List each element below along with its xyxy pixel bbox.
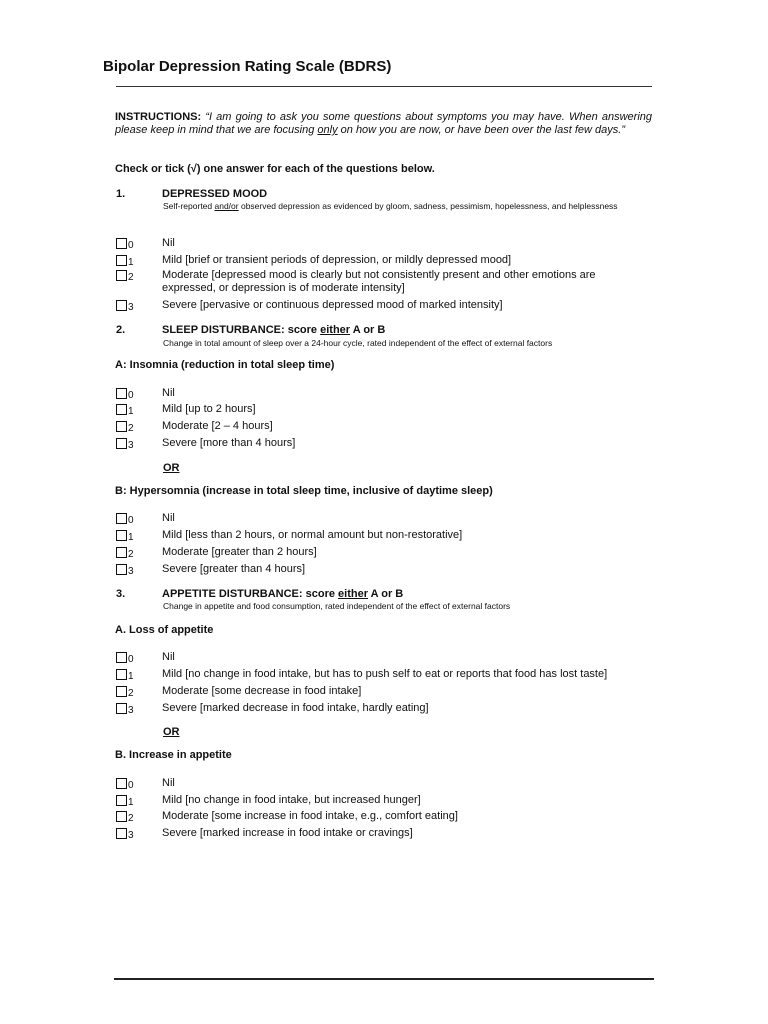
q3-number: 3.: [116, 588, 126, 600]
option-text: Severe [greater than 4 hours]: [162, 563, 306, 575]
option-score: 0: [128, 515, 134, 526]
q3-title-emphasis: either: [338, 588, 368, 600]
option-score: 2: [128, 813, 134, 824]
q1-desc-2: observed depression as evidenced by gloom, sadness, pessimism, hopelessness, and helplessness: [238, 201, 618, 211]
checkbox[interactable]: [116, 530, 127, 541]
option-score: 1: [128, 532, 134, 543]
checkbox[interactable]: [116, 652, 127, 663]
option-text: Mild [no change in food intake, but has to push self to eat or reports that food has lost taste]: [162, 668, 608, 680]
instructions-label: INSTRUCTIONS:: [115, 111, 202, 123]
q2-b-title: B: Hypersomnia (increase in total sleep time, inclusive of daytime sleep): [115, 485, 493, 497]
q2-title-1: SLEEP DISTURBANCE: score: [162, 324, 321, 336]
option-text: Moderate [greater than 2 hours]: [162, 546, 317, 558]
option-text: Nil: [162, 512, 175, 524]
q1-desc-1: Self-reported: [163, 201, 215, 211]
option-text: Severe [marked decrease in food intake, hardly eating]: [162, 702, 429, 714]
option-text: Severe [marked increase in food intake or cravings]: [162, 827, 413, 839]
checkbox[interactable]: [116, 421, 127, 432]
q1-desc-emphasis: and/or: [214, 201, 239, 211]
check-instruction: Check or tick (√) one answer for each of the questions below.: [115, 163, 435, 175]
option-score: 1: [128, 797, 134, 808]
checkbox[interactable]: [116, 703, 127, 714]
option-text: Mild [less than 2 hours, or normal amount but non-restorative]: [162, 529, 463, 541]
checkbox[interactable]: [116, 438, 127, 449]
option-text: Mild [brief or transient periods of depression, or mildly depressed mood]: [162, 254, 512, 266]
option-text: Mild [up to 2 hours]: [162, 403, 256, 415]
checkbox[interactable]: [116, 270, 127, 281]
checkbox[interactable]: [116, 238, 127, 249]
option-score: 2: [128, 272, 134, 283]
q3-b-title: B. Increase in appetite: [115, 749, 232, 761]
option-score: 2: [128, 688, 134, 699]
instructions: [115, 111, 652, 137]
option-text: Moderate [2 – 4 hours]: [162, 420, 273, 432]
option-score: 0: [128, 780, 134, 791]
checkbox[interactable]: [116, 811, 127, 822]
option-text: Nil: [162, 651, 175, 663]
q1-number: 1.: [116, 188, 126, 200]
q3-description: Change in appetite and food consumption, rated independent of the effect of external factors: [163, 601, 511, 611]
instructions-emphasis: only: [317, 124, 338, 136]
option-score: 3: [128, 302, 134, 313]
instructions-text-1: “I am going to ask you some questions about symptoms you may have. When answering please keep in mind that we are focusing: [115, 111, 652, 136]
q3-or: OR: [163, 726, 180, 738]
option-text: Moderate [some increase in food intake, e.g., comfort eating]: [162, 810, 458, 822]
option-score: 0: [128, 390, 134, 401]
q1-title: DEPRESSED MOOD: [162, 188, 268, 200]
checkbox[interactable]: [116, 778, 127, 789]
option-score: 3: [128, 440, 134, 451]
checkbox[interactable]: [116, 547, 127, 558]
option-text: Severe [pervasive or continuous depressed mood of marked intensity]: [162, 299, 503, 311]
checkbox[interactable]: [116, 669, 127, 680]
option-text: Moderate [some decrease in food intake]: [162, 685, 362, 697]
checkbox[interactable]: [116, 388, 127, 399]
checkbox[interactable]: [116, 564, 127, 575]
q1-description: [163, 201, 652, 212]
q2-a-title: A: Insomnia (reduction in total sleep time): [115, 359, 335, 371]
checkbox[interactable]: [116, 255, 127, 266]
q2-description: Change in total amount of sleep over a 24-hour cycle, rated independent of the effect of external factors: [163, 338, 553, 348]
option-score: 0: [128, 654, 134, 665]
checkbox[interactable]: [116, 404, 127, 415]
checkbox[interactable]: [116, 828, 127, 839]
option-score: 1: [128, 257, 134, 268]
q3-a-title: A. Loss of appetite: [115, 624, 214, 636]
option-score: 3: [128, 566, 134, 577]
option-text: Nil: [162, 777, 175, 789]
checkbox[interactable]: [116, 795, 127, 806]
q3-title-2: A or B: [368, 588, 404, 600]
title-rule: [116, 86, 652, 87]
option-score: 3: [128, 830, 134, 841]
option-score: 0: [128, 240, 134, 251]
q2-or: OR: [163, 462, 180, 474]
option-text: Nil: [162, 237, 175, 249]
q3-title: [162, 588, 403, 600]
option-score: 1: [128, 406, 134, 417]
option-score: 2: [128, 423, 134, 434]
q2-number: 2.: [116, 324, 126, 336]
option-score: 1: [128, 671, 134, 682]
option-score: 2: [128, 549, 134, 560]
option-text: Mild [no change in food intake, but increased hunger]: [162, 794, 421, 806]
footer-rule: [114, 978, 654, 980]
option-score: 3: [128, 705, 134, 716]
q2-title-emphasis: either: [320, 324, 351, 336]
instructions-text-2: on how you are now, or have been over the last few days.”: [337, 124, 625, 136]
q3-title-1: APPETITE DISTURBANCE: score: [162, 588, 339, 600]
q2-title-2: A or B: [350, 324, 386, 336]
checkbox[interactable]: [116, 513, 127, 524]
q2-title: [162, 324, 385, 336]
checkbox[interactable]: [116, 686, 127, 697]
option-text: Moderate [depressed mood is clearly but not consistently present and other emotions are expressed, or depression is of moderate intensity]: [162, 269, 596, 294]
page-title: Bipolar Depression Rating Scale (BDRS): [103, 58, 392, 75]
option-text: Severe [more than 4 hours]: [162, 437, 296, 449]
option-text: Nil: [162, 387, 175, 399]
checkbox[interactable]: [116, 300, 127, 311]
